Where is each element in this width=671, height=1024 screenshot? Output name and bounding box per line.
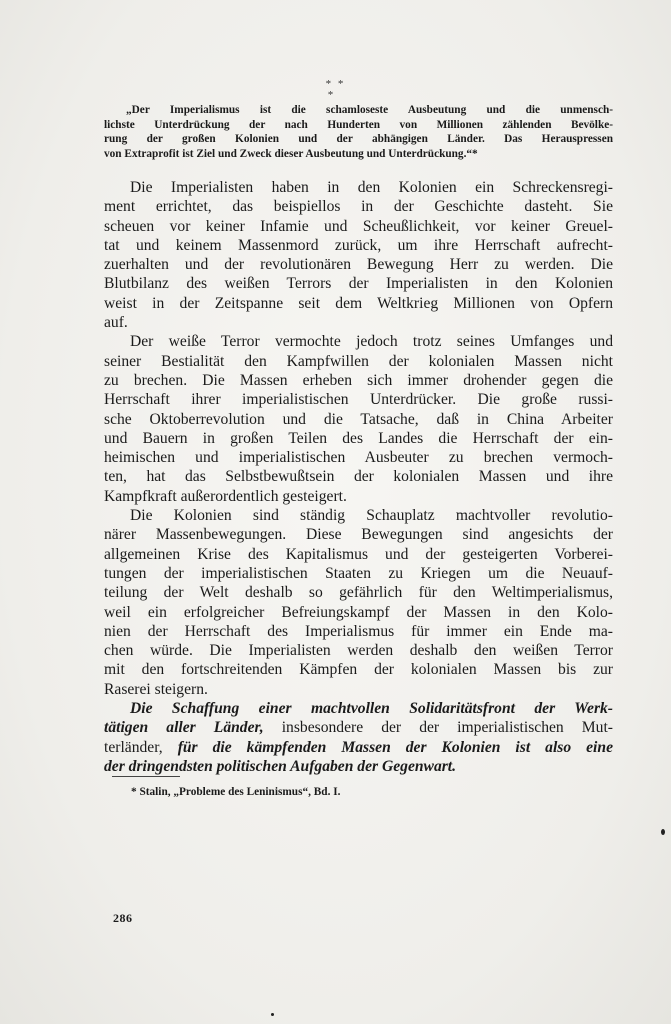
paragraph-3-line: mit den fortschreitenden Kämpfen der kolonialen Massen bis zur <box>104 661 613 679</box>
paragraph-1-line: auf. <box>104 314 128 332</box>
paragraph-1-line: zuerhalten und der revolutionären Bewegung Herr zu werden. Die <box>104 256 613 274</box>
print-speck <box>271 1013 274 1016</box>
ornament-stars-top: * * <box>325 78 346 90</box>
paragraph-3-line: nien der Herrschaft des Imperialismus für immer ein Ende ma- <box>104 622 613 640</box>
paragraph-3-line: tungen der imperialistischen Staaten zu Kriegen um die Neuauf- <box>104 564 613 582</box>
paragraph-3-line: allgemeinen Krise des Kapitalismus und der gesteigerten Vorberei- <box>104 545 613 563</box>
paragraph-1-line: Blutbilanz des weißen Terrors der Imperialisten in den Kolonien <box>104 275 613 293</box>
paragraph-1-line: weist in der Zeitspanne seit dem Weltkrieg Millionen von Opfern <box>104 294 613 312</box>
paragraph-1-line: ment errichtet, das beispiellos in der Geschichte dasteht. Sie <box>104 198 613 216</box>
paragraph-2-line: zu brechen. Die Massen erheben sich immer drohender gegen die <box>104 371 613 389</box>
paragraph-2-line: sche Oktoberrevolution und die Tatsache, daß in China Arbeiter <box>104 410 613 428</box>
paragraph-3-line: weil ein erfolgreicher Befreiungskampf der Massen in den Kolo- <box>104 603 613 621</box>
paragraph-3-line: teilung der Welt deshalb so gefährlich für den Weltimperialismus, <box>104 584 613 602</box>
paragraph-2-line: seiner Bestialität den Kampfwillen der kolonialen Massen nicht <box>104 352 613 370</box>
paragraph-4-emphasis: tätigen aller Länder, <box>104 719 264 737</box>
paragraph-2-line: Herrschaft ihrer imperialistischen Unterdrücker. Die große russi- <box>104 391 613 409</box>
footnote: * Stalin, „Probleme des Leninismus“, Bd. I. <box>131 786 341 798</box>
paragraph-1-line: tat und keinem Massenmord zurück, um ihre Herrschaft aufrecht- <box>104 236 613 254</box>
page-number: 286 <box>113 911 133 925</box>
body-text <box>104 178 613 776</box>
quote-line: „Der Imperialismus ist die schamloseste Ausbeutung und die unmensch- <box>126 104 613 116</box>
paragraph-4-emphasis: für die kämpfenden Massen der Kolonien ist also eine <box>177 738 613 756</box>
paragraph-4-line: der dringendsten politischen Aufgaben der Gegenwart. <box>104 757 457 775</box>
paragraph-2-line: Kampfkraft außerordentlich gesteigert. <box>104 487 347 505</box>
paragraph-2-line: ten, hat das Selbstbewußtsein der kolonialen Massen und ihre <box>104 468 613 486</box>
paragraph-3-line: chen würde. Die Imperialisten werden deshalb den weißen Terror <box>104 642 613 660</box>
paragraph-1-line: scheuen vor keiner Infamie und Scheußlichkeit, vor keiner Greuel- <box>104 217 613 235</box>
paragraph-2-line: Der weiße Terror vermochte jedoch trotz seines Umfanges und <box>130 333 613 351</box>
paragraph-3-line: närer Massenbewegungen. Diese Bewegungen sind angesichts der <box>104 526 613 544</box>
paragraph-3-line: Die Kolonien sind ständig Schauplatz machtvoller revolutio- <box>130 507 613 525</box>
paragraph-4-text: terländer, <box>104 738 178 756</box>
paragraph-1-line: Die Imperialisten haben in den Kolonien ein Schreckensregi- <box>130 179 613 196</box>
quote-line: lichste Unterdrückung der nach Hunderten von Millionen zählenden Bevölke- <box>104 118 613 131</box>
ornament-star-bottom: * <box>327 89 336 101</box>
paragraph-4-line: Die Schaffung einer machtvollen Solidaritätsfront der Werk- <box>130 700 613 718</box>
paragraph-4-text: insbesondere der der imperialistischen Mut- <box>263 719 613 737</box>
paragraph-4-line <box>104 718 613 737</box>
quote-line: rung der großen Kolonien und der abhängigen Länder. Das Herauspressen <box>104 133 613 145</box>
quote-line: von Extraprofit ist Ziel und Zweck dieser Ausbeutung und Unterdrückung.“* <box>104 147 478 160</box>
epigraph-quote <box>104 103 613 161</box>
print-speck <box>661 829 665 835</box>
paragraph-2-line: und Bauern in großen Teilen des Landes die Herrschaft der ein- <box>104 429 613 447</box>
footnote-divider <box>112 776 180 777</box>
paragraph-2-line: heimischen und imperialistischen Ausbeuter zu brechen vermoch- <box>104 449 613 467</box>
section-ornament <box>0 78 671 101</box>
paragraph-4-line <box>104 738 613 757</box>
paragraph-3-line: Raserei steigern. <box>104 680 208 698</box>
